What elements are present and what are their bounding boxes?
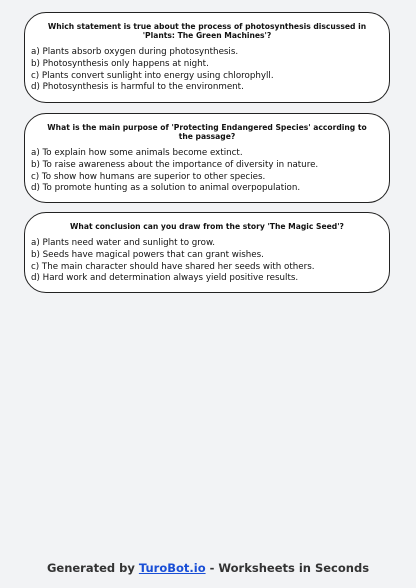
- option-d: d) To promote hunting as a solution to animal overpopulation.: [31, 183, 301, 194]
- answer-options: [31, 238, 379, 285]
- brand-link[interactable]: TuroBot.io: [138, 561, 206, 575]
- question-text: What is the main purpose of 'Protecting Endangered Species' according to the passage?: [47, 123, 367, 141]
- question-card-3: [24, 212, 390, 293]
- question-card-2: [24, 113, 390, 203]
- option-a: a) Plants absorb oxygen during photosynthesis.: [31, 47, 239, 57]
- option-a: a) Plants need water and sunlight to grow.: [31, 238, 216, 248]
- answer-options: [31, 148, 379, 195]
- answer-options: [31, 47, 379, 94]
- option-c: c) To show how humans are superior to other species.: [31, 171, 266, 182]
- footer: [0, 561, 416, 575]
- footer-suffix: - Worksheets in Seconds: [205, 561, 370, 575]
- question-card-1: [24, 12, 390, 103]
- option-d: d) Hard work and determination always yield positive results.: [31, 273, 299, 284]
- option-b: b) Seeds have magical powers that can grant wishes.: [31, 249, 264, 260]
- option-b: b) Photosynthesis only happens at night.: [31, 58, 209, 69]
- question-text: Which statement is true about the process of photosynthesis discussed in 'Plants: The Green Machines'?: [47, 22, 367, 40]
- option-a: a) To explain how some animals become extinct.: [31, 148, 243, 158]
- question-text: What conclusion can you draw from the story 'The Magic Seed'?: [70, 222, 344, 231]
- footer-prefix: Generated by: [46, 561, 139, 575]
- option-b: b) To raise awareness about the importance of diversity in nature.: [31, 159, 319, 170]
- option-d: d) Photosynthesis is harmful to the environment.: [31, 82, 244, 93]
- option-c: c) Plants convert sunlight into energy using chlorophyll.: [31, 70, 274, 81]
- option-c: c) The main character should have shared her seeds with others.: [31, 261, 315, 272]
